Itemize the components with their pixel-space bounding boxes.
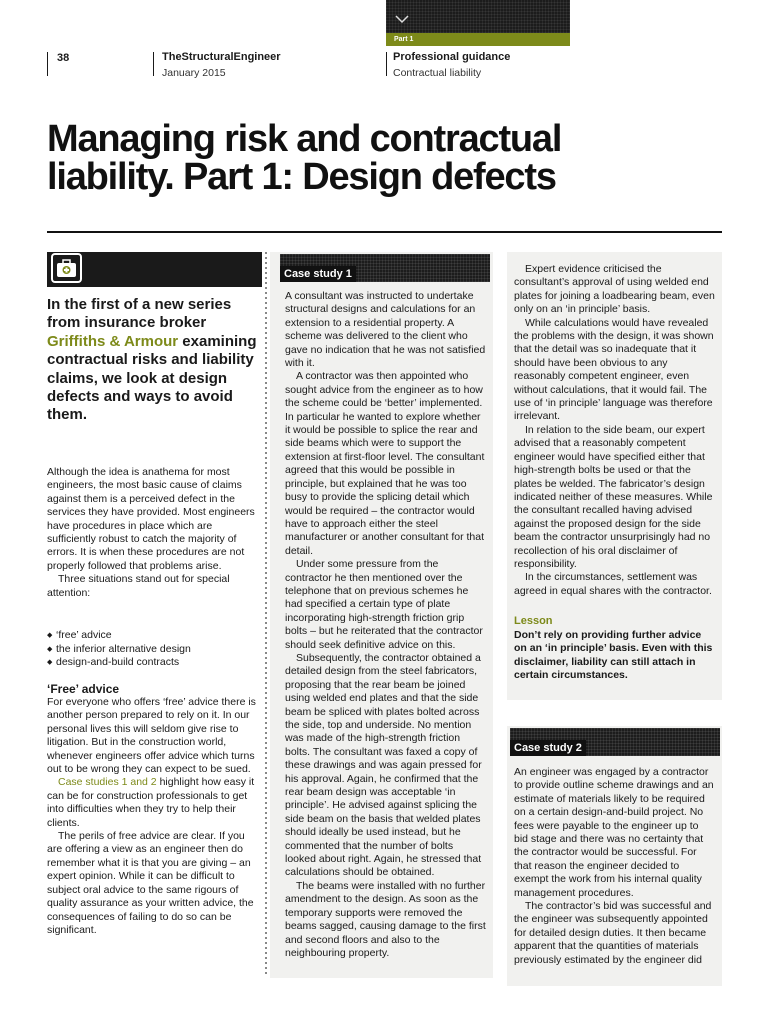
paragraph: A contractor was then appointed who sought advice from the engineer as to how the scheme could be ‘better’ implemented. In particular he wanted to explore whether it would be possible to splice the rear and side beams which were to support the extension at first-floor level. The consultant agreed that this would be possible in principle, but explained that he was too busy to provide the splicing detail which would be required – the contractor would have to approach either the steel manufacturer or another consultant for that detail.: [285, 370, 485, 557]
paragraph: While calculations would have revealed the problems with the design, it was shown that the detail was so inadequate that it should have been obvious to any reasonably competent engineer, even without calculations, that it would fail. The use of ‘in principle’ language was therefore irrelevant.: [514, 316, 714, 423]
paragraph: For everyone who offers ‘free’ advice there is another person prepared to rely on it. In our personal lives this will seldom give rise to litigation. But in the construction world, whenever engineers offer advice which turns out to be wrong they can expect to be sued.: [47, 696, 256, 776]
intro-highlight: Griffiths & Armour: [47, 332, 179, 350]
paragraph: A consultant was instructed to undertake structural designs and calculations for an extension to a residential property. A scheme was delivered to the client who gave no indication that he was not satisfied with it.: [285, 290, 486, 370]
title-divider: [47, 231, 722, 233]
case-study-1-text: [285, 290, 486, 960]
first-aid-kit-icon: [51, 253, 82, 283]
paragraph: An engineer was engaged by a contractor to provide outline scheme drawings and an estimate of materials likely to be required on a certain design-and-build project. No fees were payable to the engineer up to bid stage and there was no certainty that the contractor would be successful. For that reason the engineer decided to exempt the work from his internal quality management procedures.: [514, 766, 714, 899]
case-studies-link[interactable]: Case studies 1 and 2: [58, 776, 157, 789]
paragraph: Subsequently, the contractor obtained a detailed design from the steel fabricators, proposing that the rear beam be joined using welded end plates and that the side beam be spliced with plates bolted across the side, top and underside. No mention was made of the high-strength friction bolts. The consultant was faxed a copy of these drawings and was again pressed for his approval. Again, he confirmed that the rear beam design was acceptable ‘in principle’. He advised against splicing the side beam on the basis that welded plates should ideally be used instead, but he commented that the number of bolts looked about right. Again, he stressed that calculations should be obtained.: [285, 651, 482, 879]
case-study-2-text: [514, 766, 715, 967]
column-divider: [265, 252, 267, 974]
paragraph: Three situations stand out for special attention:: [47, 573, 230, 599]
left-column-cont: [47, 696, 259, 937]
left-column: [47, 466, 259, 600]
page-number: 38: [57, 52, 70, 64]
paragraph: Under some pressure from the contractor he then mentioned over the telephone that on previous schemes he had specified a certain type of plate incorporating high-strength friction grip bolts – but he reiterated that the contractor should seek definitive advice on this.: [285, 558, 483, 651]
bullet-list: [47, 629, 259, 670]
issue-date: January 2015: [162, 67, 226, 79]
list-item: ◆ the inferior alternative design: [47, 643, 259, 657]
title-line: liability. Part 1: Design defects: [47, 156, 556, 198]
list-item: ◆ design-and-build contracts: [47, 656, 259, 670]
lesson-text: Don’t rely on providing further advice on an ‘in principle’ basis. Even with this disclaimer, liability can still attach in certain circumstances.: [514, 629, 713, 682]
case-study-heading: Case study 1: [280, 266, 356, 282]
paragraph: The perils of free advice are clear. If you are offering a view as an engineer then do remember what it is that you are giving – an expert opinion. While it can be difficult to subject oral advice to the same rigours of quality assurance as your written advice, the consequences of failing to do so can be significant.: [47, 830, 254, 936]
header-rule: [47, 52, 48, 76]
case-study-1-continued: [514, 263, 715, 598]
subsection-name: Contractual liability: [393, 67, 482, 79]
header-rule: [386, 52, 387, 76]
header-rule: [153, 52, 154, 76]
paragraph: The contractor’s bid was successful and the engineer was subsequently appointed for detailed design duties. It then became apparent that the quantities of materials previously estimated by the engineer did: [514, 900, 712, 966]
section-tab: [386, 0, 570, 33]
paragraph: Although the idea is anathema for most engineers, the most basic cause of claims against them is a perceived defect in the services they have provided. Most engineers have procedures in place which are sufficiently robust to catch the majority of errors. It is when these procedures are not properly followed that problems arise.: [47, 466, 255, 572]
lesson-heading: Lesson: [514, 615, 553, 627]
tab-label: Part 1: [386, 33, 570, 46]
paragraph: In the circumstances, settlement was agreed in equal shares with the contractor.: [514, 571, 712, 597]
article-title: [47, 120, 727, 196]
list-item: ◆ ‘free’ advice: [47, 629, 259, 643]
intro-text: examining contractual risks and liability claims, we look at design defects and ways to avoid them.: [47, 332, 257, 424]
title-line: Managing risk and contractual: [47, 118, 562, 160]
intro-standfirst: [47, 296, 262, 425]
paragraph-text: highlight how easy it can be for construction professionals to get into difficulties when they try to help their clients.: [47, 776, 255, 829]
paragraph: In relation to the side beam, our expert advised that a reasonably competent engineer would have specified either that high-strength bolts be used or that the plates be welded. The fabricator’s design indicated neither of these measures. While the consultant recalled having advised against the proposed design for the side beam the contractor unsurprisingly had no recollection of his oral disclaimer of responsibility.: [514, 423, 713, 570]
chevron-down-icon: [395, 14, 409, 24]
paragraph: Expert evidence criticised the consultant’s approval of using welded end plates for joining a loadbearing beam, even only on an ‘in principle’ basis.: [514, 263, 715, 316]
case-study-heading: Case study 2: [510, 740, 586, 756]
intro-text: In the first of a new series from insurance broker: [47, 296, 232, 332]
subheading: ‘Free’ advice: [47, 682, 120, 696]
case-study-1-header: [280, 254, 490, 282]
paragraph: [47, 776, 259, 830]
case-study-2-header: [510, 728, 720, 756]
paragraph: The beams were installed with no further amendment to the design. As soon as the temporary supports were removed the beams sagged, causing damage to the first and second floors and also to the neighbouring property.: [285, 879, 486, 959]
section-name: Professional guidance: [393, 51, 511, 63]
publication-name: TheStructuralEngineer: [162, 51, 281, 63]
